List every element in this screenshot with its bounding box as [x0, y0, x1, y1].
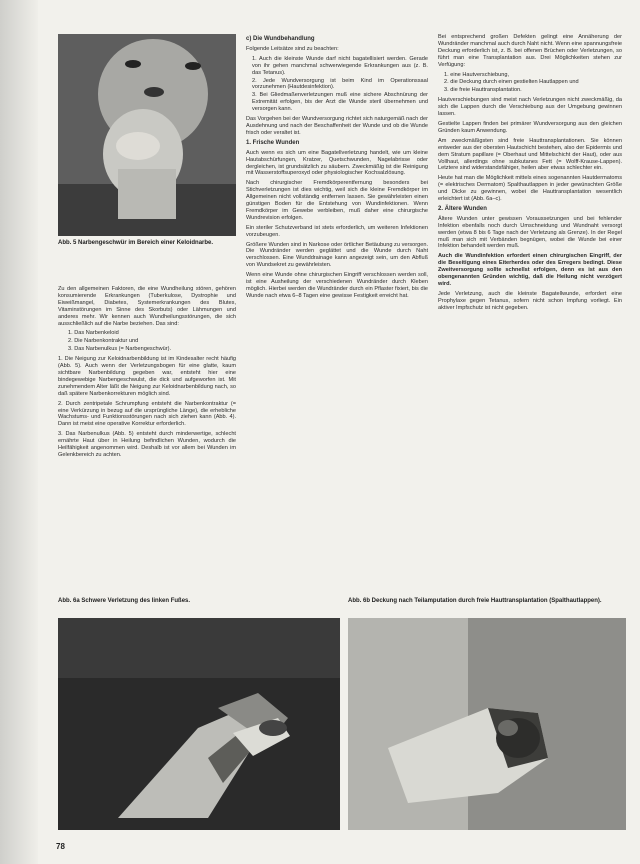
figure-5-caption: Abb. 5 Narbengeschwür im Bereich einer Keloidnarbe. [58, 240, 214, 246]
injured-foot-photo [58, 618, 340, 830]
section-heading: 1. Frische Wunden [246, 139, 300, 146]
list-item: 2. die Deckung durch einen gestielten Hautlappen und [444, 79, 579, 86]
figure-5-photo [58, 34, 236, 236]
col1-paragraph: 3. Das Narbenulkus (Abb. 5) entsteht durch minderwertige, schlecht ernährte Haut über in Heilung befindlichen Wunden, wodurch die Heilfähigkeit angenommen wird. Deshalb ist vor allem bei Wunden im Gelenkbereich zu achten. [58, 431, 236, 458]
column-1 [58, 286, 236, 462]
col3-paragraph: Heute hat man die Möglichkeit mittels eines sogenannten Hautdermatoms (= elektrisches Dermatom) Spalthautlappen in jeder gewünschten Größe und Dicke zu gewinnen, wobei die Hauttransplantation wesentlich erleichtert ist (Abb. 6a–c). [438, 175, 622, 203]
page-number: 78 [56, 842, 65, 851]
col2-paragraph: Auch wenn es sich um eine Bagatellverletzung handelt, wie um kleine Hautabschürfungen, Kratzer, Quetschwunden, Nagelabrisse oder dergleichen, ist grundsätzlich zu säubern. Zweckmäßig ist die Reinigung mit Wasserstoffsuperoxyd oder physiologischer Kochsalzlösung. [246, 149, 428, 177]
col3-paragraph: Jede Verletzung, auch die kleinste Bagatellwunde, erfordert eine Prophylaxe gegen Tetanus, sofern nicht schon Impfung vorliegt. Ein aktiver Impfschutz ist nicht gegeben. [438, 290, 622, 311]
col2-paragraph: Nach chirurgischer Fremdkörperentfernung besonders bei Stichverletzungen ist dies wichtig, weil sich die kleine Fremdkörper im Allgemeinen nicht vollständig entfernen lassen. Sie gewährleisten einen günstigen Boden für die Entstehung von Wundinfektionen. Wenn Fremdkörper im Gewebe verbleiben, muß daher eine chirurgische Wundrevision erfolgen. [246, 180, 428, 221]
col2-paragraph: Wenn eine Wunde ohne chirurgischen Eingriff verschlossen werden soll, ist eine Ausheilung der verschiedenen Wundränder durch Kleben möglich. Hierbei werden die Wundränder durch ein Pflaster fixiert, bis die Wunde nach etwa 6–8 Tagen eine gewisse Festigkeit erreicht hat. [246, 272, 428, 299]
column-2 [246, 34, 428, 303]
col1-paragraph: Zu den allgemeinen Faktoren, die eine Wundheilung stören, gehören konsumierende Erkrankungen (Tuberkulose, Dystrophie und Eiweißmangel, Diabetes, Systemerkrankungen des Blutes, Vitaminstörungen im Sinne des Skorbuts) oder Lähmungen und anderes mehr. Wir kennen auch Wundheilungsstörungen, die sich ausschließlich auf die Narbe beziehen. Das sind: [58, 286, 236, 327]
col3-paragraph: Bei entsprechend großen Defekten gelingt eine Annäherung der Wundränder manchmal auch durch Naht nicht. Wenn eine spannungsfreie Deckung erforderlich ist, z. B. bei offenen Brüchen oder Verletzungen, so führt man eine Transplantation aus. Drei Möglichkeiten stehen zur Verfügung: [438, 34, 622, 68]
list-item: 2. Die Narbenkontraktur und [68, 338, 139, 345]
list-item: 3. die freie Hauttransplantation. [444, 87, 522, 94]
col3-paragraph: Hautverschiebungen sind meist nach Verletzungen nicht zweckmäßig, da sich die Lappen durch die Verschiebung aus der Umgebung gewinnen lassen. [438, 97, 622, 118]
col1-paragraph: 1. Die Neigung zur Keloidnarbenbildung ist im Kindesalter recht häufig (Abb. 5). Auch wenn der Verletzungsbogen für eine glatte, kaum sichtbare Narbenbildung gegeben war, entsteht hier eine bindegewebige Narbengeschwulst, die dick und aufgeworfen ist. Mit zunehmendem Alter läßt die Neigung zur Keloidnarbenbildung nach, so daß spätere Narbenkorrekturen möglich sind. [58, 356, 236, 397]
list-item: 1. eine Hautverschiebung, [444, 71, 509, 78]
grafted-foot-photo [348, 618, 626, 830]
col1-list [58, 330, 236, 353]
figure-6a-photo [58, 618, 340, 830]
book-spine [0, 0, 38, 864]
section-heading: c) Die Wundbehandlung [246, 36, 315, 42]
figure-6a-caption: Abb. 6a Schwere Verletzung des linken Fußes. [58, 598, 191, 604]
child-face-photo [58, 34, 236, 236]
figure-6b-caption: Abb. 6b Deckung nach Teilamputation durch freie Hauttransplantation (Spalthautlappen). [348, 598, 602, 604]
col3-list [438, 72, 622, 95]
col2-paragraph: Größere Wunden sind in Narkose oder örtlicher Betäubung zu versorgen. Die Wundränder werden geglättet und die Wunde durch Naht verschlossen. Eine Wunddrainage kann angezeigt sein, um den Abfluß von Wundsekret zu gewährleisten. [246, 241, 428, 269]
list-item: 3. Das Narbenulkus (= Narbengeschwür). [68, 346, 172, 353]
figure-6b-photo [348, 618, 626, 830]
list-item: 2. Jede Wundversorgung ist beim Kind im Operationssaal vorzunehmen (Hautdesinfektion). [252, 77, 428, 91]
col2-paragraph: Ein steriler Schutzverband ist stets erforderlich, um weiteren Infektionen vorzubeugen. [246, 224, 428, 238]
list-item: 1. Das Narbenkeloid [68, 330, 119, 337]
col2-paragraph: Das Vorgehen bei der Wundversorgung richtet sich naturgemäß nach der Ausdehnung und nach der Beschaffenheit der Wunde und ob die Wunde frisch oder veraltet ist. [246, 116, 428, 136]
col1-paragraph: 2. Durch zentripetale Schrumpfung entsteht die Narbenkontraktur (= eine Verkürzung in bezug auf die ursprüngliche Länge), die erhebliche Wachstums- und Funktionsstörungen nach sich ziehen kann (Abb. 4). Dann ist meist eine operative Korrektur erforderlich. [58, 400, 236, 428]
column-3 [438, 34, 622, 315]
col3-paragraph: Gestielte Lappen finden bei primärer Wundversorgung aus den gleichen Gründen kaum Anwendung. [438, 120, 622, 134]
list-item: 1. Auch die kleinste Wunde darf nicht bagatellisiert werden. Gerade von ihr gehen manchmal schwerwiegende Erkrankungen aus (z. B. das Tetanus). [252, 55, 428, 76]
col2-list [246, 56, 428, 113]
section-heading: 2. Ältere Wunden [438, 205, 487, 212]
col3-paragraph: Ältere Wunden unter gewissen Voraussetzungen und bei fehlender Infektion ebenfalls noch durch Umschneidung und Wundnaht versorgt werden (etwa 8 bis 6 Tage nach der Verletzung als Grenze). In der Regel muß man sich mit Verbänden begnügen, wobei die Wunde bei einer Infektion behandelt werden muß. [438, 215, 622, 250]
col2-paragraph: Folgende Leitsätze sind zu beachten: [246, 45, 339, 52]
list-item: 3. Bei Gliedmaßenverletzungen muß eine sichere Abschnürung der Extremität erfolgen, bis der Arzt die Wunde steril übernehmen und versorgen kann. [252, 92, 428, 113]
col3-paragraph: Am zweckmäßigsten sind freie Hauttransplantationen. Sie können entweder aus der obersten Hautschicht bestehen, also der Epidermis und dem Stratum papillare (= Oberhaut und Mittelschicht der Haut), oder aus Vollhaut, allerdings ohne subkutanes Fett (= Wolff-Krause-Lappen). Letztere sind widerstandsfähiger, heilen aber etwas schlechter ein. [438, 137, 622, 172]
col3-paragraph: Auch die Wundinfektion erfordert einen chirurgischen Eingriff, der die Beseitigung eines Eiterherdes oder des Erregers bedingt. Diese Zweitversorgung sollte schnellst erfolgen, denn es ist aus den obengenannten Gründen wichtig, daß die Heilung nicht verzögert wird. [438, 253, 622, 287]
